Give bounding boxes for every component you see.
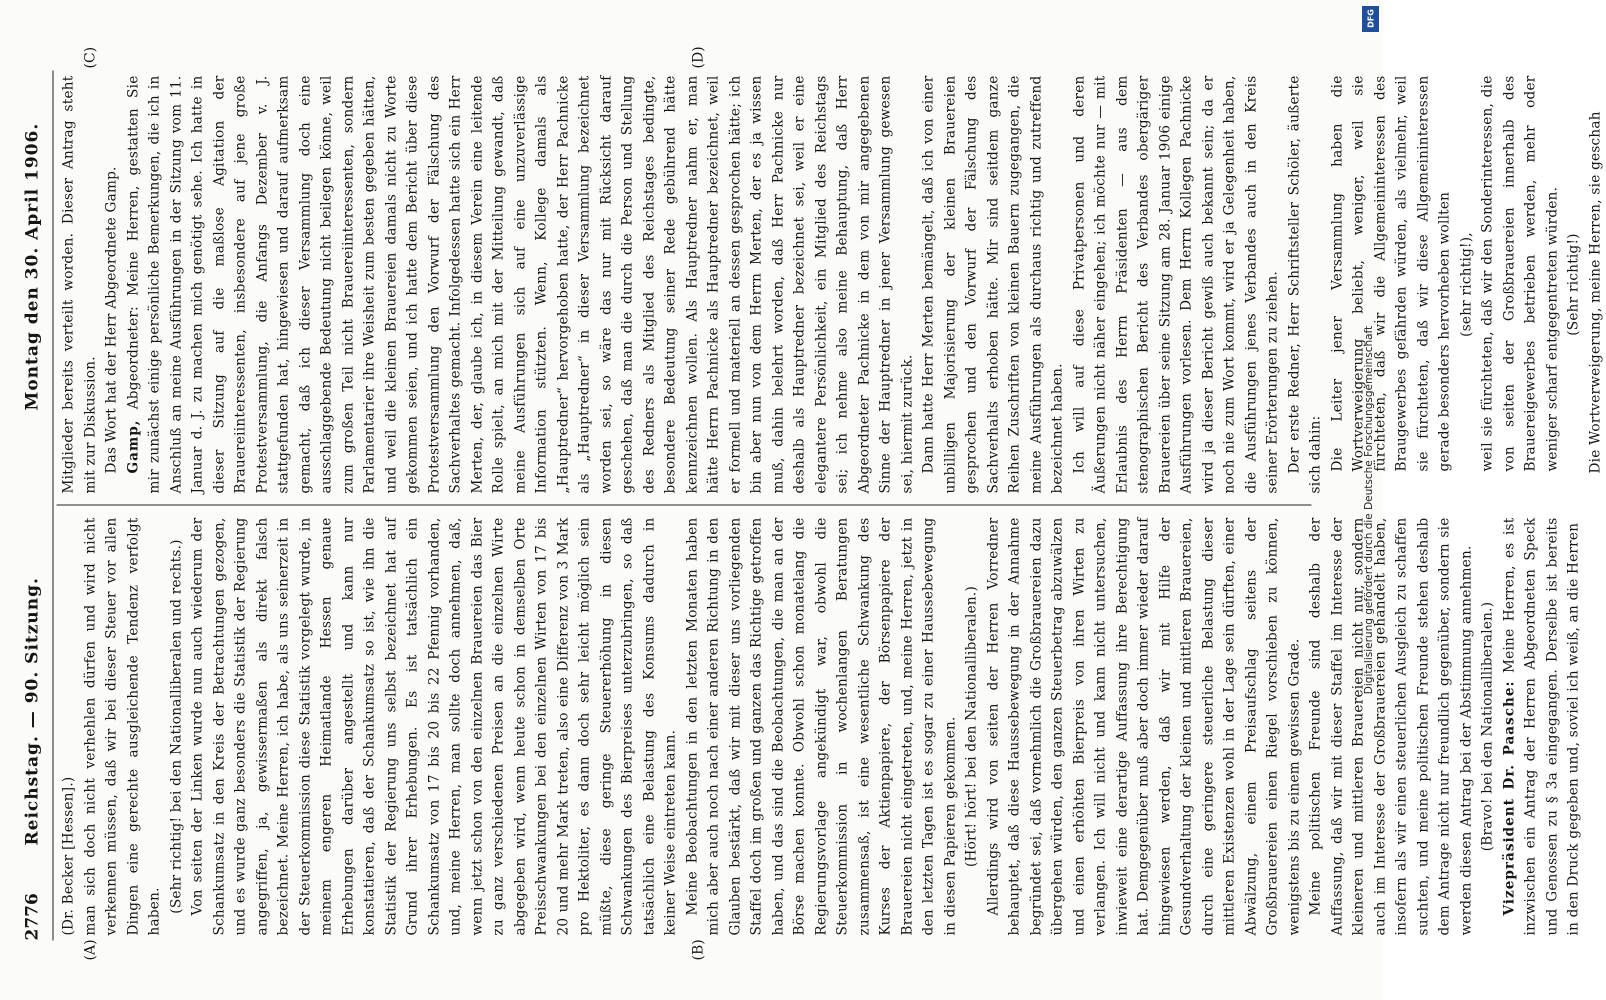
paragraph: Meine Beobachtungen in den letzten Monaten haben mich aber auch noch nach einer anderen Richtung in den Glauben bestärkt, daß wir mit dieser uns vorliegenden Staffel doch im großen und ganzen das Richtige getroffen haben, und das sind die Beobachtungen, die man an der Börse machen konnte. Obwohl schon monatelang die Regierungsvorlage angekündigt war, obwohl die Steuerkommission in wochenlangen Beratungen zusammensaß, ist eine wesentliche Schwankung des Kurses der Aktienpapiere, der Börsenpapiere der Brauereien nicht eingetreten, und, meine Herren, jetzt in den letzten Tagen ist es sogar zu einer Haussebewegung in diesen Papieren gekommen. [683,517,958,935]
speaker-name: Gamp, [124,418,141,473]
paragraph: Meine politischen Freunde sind deshalb der Auffassung, daß wir mit dieser Staffel im Interesse der kleineren und mittleren Brauereien nicht nur, sondern auch im Interesse der Großbrauereien gehandelt haben, insofern als wir einen steuerlichen Ausgleich zu schaffen suchten, und meine politischen Freunde stehen deshalb dem Antrage nicht nur freundlich gegenüber, sondern sie werden diesen Antrag bei der Abstimmung annehmen. [1307,517,1474,935]
paragraph: Dann hatte Herr Merten bemängelt, daß ich von einer unbilligen Majorisierung der kleinen Brauereien gesprochen und den Vorwurf der Fälschung des Sachverhalts erhoben hätte. Mir sind seitdem ganze Reihen Zuschriften von kleinen Bauern zugegangen, die meine Ausführungen als durchaus richtig und zutreffend bezeichnet haben. [920,75,1065,493]
margin-marker-d: (D) [690,45,706,68]
digitization-credit [1356,30,1382,990]
margin-marker-a: (A) [82,938,98,960]
paragraph: Die Wortverweigerung, meine Herren, sie geschah [1586,110,1603,473]
paragraph: Allerdings wird von seiten der Herren Vorredner behauptet, daß diese Haussebewegung in der Annahme begründet sei, daß vornehmlich die Großbrauereien dazu übergehen würden, den ganzen Steuerbetrag abzuwälzen und einen erhöhten Bierpreis von ihren Wirten zu verlangen. Ich will nicht und kann nicht untersuchen, inwieweit eine derartige Auffassung ihre Berechtigung hat. Demgegenüber muß aber doch immer wieder darauf hingewiesen werden, daß wir mit Hilfe der Gesundverhaltung der kleinen und mittleren Brauereien, durch eine geringere steuerliche Belastung dieser mittleren Existenzen wohl in der Lage sein dürften, einer Abwälzung, einem Preisaufschlag seitens der Großbrauereien einen Riegel vorschieben zu können, wenigstens bis zu einem gewissen Grade. [984,517,1302,935]
paragraph: Der erste Redner, Herr Schriftsteller Schöler, äußerte sich dahin: [1285,75,1323,493]
speaker-paragraph [1499,517,1585,935]
left-column [58,517,1581,935]
paragraph: man sich doch nicht verhehlen dürfen und wird nicht verkennen müssen, daß wir bei dieser Steuer vor allen Dingen eine gerechte ausgleichende Tendenz verfolgt haben. [81,517,162,935]
session-title: Reichstag. — 90. Sitzung. [22,576,42,845]
interjection: (Hört! hört! bei den Nationalliberalen.) [963,585,979,867]
speech-text: Meine Herren, es ist inzwischen ein Antrag der Herren Abgeordneten Speck und Genossen zu § 3a eingegangen. Derselbe ist bereits in den Druck gegeben und, soviel ich weiß, an die Herren [1500,517,1581,935]
paragraph: Das Wort hat der Herr Abgeordnete Gamp. [103,165,119,473]
column-divider [56,504,1311,505]
margin-marker-c: (C) [82,46,98,68]
interjection: (sehr richtig!), [1457,231,1474,337]
digitization-credit-text: Digitalisierung gefördert durch die Deutsche Forschungsgemeinschaft [1363,325,1375,695]
speaker-reference: (Dr. Becker [Hessen].) [60,776,76,935]
margin-marker-b: (B) [690,938,706,960]
quotation: weil sie fürchteten, daß wir den Sonderinteressen, die von seiten der Großbrauereien innerhalb des Brauereigewerbes betrieben werden, mehr oder weniger scharf entgegentreten würden. [1479,75,1560,471]
session-date: Montag den 30. April 1906. [22,122,42,410]
speaker-paragraph [123,75,919,493]
page-header [22,80,52,940]
right-column [58,75,1603,493]
dfg-logo: DFG [1362,6,1379,32]
speech-text: Abgeordneter: Meine Herren, gestatten Sie mir zunächst einige persönliche Bemerkungen, die ich in Anschluß an meine Ausführungen in der Sitzung vom 11. Januar d. J. zu machen mich genötigt sehe. Ich hatte in dieser Sitzung auf die maßlose Agitation der Brauereiinteressenten, insbesondere auf jene große Protestversammlung, die Anfangs Dezember v. J. stattgefunden hat, hingewiesen und darauf aufmerksam gemacht, daß ich dieser Versammlung doch eine ausschlaggebende Bedeutung nicht beilegen könne, weil zum großen Teil nicht Brauereiinteressenten, sondern Parlamentarier ihre Weisheit zum besten gegeben hätten, und weil die kleinen Brauereien damals nicht zu Worte gekommen seien, und ich hatte dem Bericht über diese Protestversammlung den Vorwurf der Fälschung des Sachverhaltes gemacht. Infolgedessen hatte sich ein Herr Merten, der, glaube ich, in diesem Verein eine leitende Rolle spielt, an mich mit der Mitteilung gewandt, daß meine Ausführungen sich auf eine unzuverlässige Information stützten. Wenn, Kollege damals als „Hauptredner“ hervorgehoben hatte, der Herr Pachnicke als „Hauptredner“ in dieser Versammlung bezeichnet worden sei, so wäre das nur mit Rücksicht darauf geschehen, daß man die durch die Person und Stellung des Redners als Mitglied des Reichstages bedingte, besondere Bedeutung seiner Rede gebührend hätte kennzeichnen wollen. Als Hauptredner nahm er, man hätte Herrn Pachnicke als Hauptredner bezeichnet, weil er formell und materiell an dessen gesprochen hätte; ich bin aber nun von dem Herrn Merten, der es ja wissen muß, dahin belehrt worden, daß Herr Pachnicke nur deshalb als Hauptredner bezeichnet sei, weil er eine elegantere Persönlichkeit, ein Mitglied des Reichstags sei; ich nehme also meine Behauptung, daß Herr Abgeordneter Pachnicke in dem von mir angegebenen Sinne der Hauptredner in jener Versammlung gewesen sei, hiermit zurück. [124,75,915,493]
speaker-name: Vizepräsident Dr. Paasche: [1500,679,1517,915]
interjection: (Sehr richtig! bei den Nationalliberalen und rechts.) [167,538,184,914]
quotation: Die Leiter jener Versammlung haben die Wortverweigerung beliebt, weniger, weil sie fürchteten, daß wir die Allgemeininteressen des Braugewerbes gefährden würden, als vielmehr, weil sie fürchteten, daß wir diese Allgemeininteressen gerade besonders hervorheben wollten [1328,75,1452,471]
page-number: 2776 [22,892,42,940]
paragraph: Mitglieder bereits verteilt worden. Dieser Antrag steht mit zur Diskussion. [60,75,98,493]
interjection: (Bravo! bei den Nationalliberalen.) [1479,601,1495,851]
header-rule [52,70,53,940]
interjection: (Sehr richtig!) [1565,232,1581,336]
paragraph: Von seiten der Linken wurde nun auch wiederum der Schankumsatz in den Kreis der Betrachtungen gezogen, und es wurde ganz besonders die Statistik der Regierung angegriffen, ja, gewissermaßen als direkt falsch bezeichnet. Meine Herren, ich habe, als uns seinerzeit in der Steuerkommission diese Statistik vorgelegt wurde, in meinem engeren Heimatlande Hessen genaue Erhebungen darüber angestellt und kann nur konstatieren, daß der Schankumsatz so ist, wie ihn die Statistik der Regierung uns selbst bezeichnet hat auf Grund ihrer Erhebungen. Es ist tatsächlich ein Schankumsatz von 17 bis 20 bis 22 Pfennig vorhanden, und, meine Herren, man sollte doch annehmen, daß, wenn jetzt schon von den einzelnen Brauereien das Bier zu ganz verschiedenen Preisen an die einzelnen Wirte abgegeben wird, wenn heute schon in demselben Orte Preisschwankungen bei den einzelnen Wirten von 17 bis 20 und mehr Mark treten, also eine Differenz von 3 Mark pro Hektoliter, es dann doch sehr leicht möglich sein müßte, diese geringe Steuererhöhung in diesen Schwankungen des Bierpreises unterzubringen, so daß tatsächlich eine Belastung des Konsums dadurch in keiner Weise eintreten kann. [189,517,678,935]
paragraph: Ich will auf diese Privatpersonen und deren Äußerungen nicht näher eingehen; ich möchte nur — mit Erlaubnis des Herrn Präsidenten — aus dem stenographischen Bericht des Verbandes obergäriger Brauereien über seine Sitzung am 28. Januar 1906 einige Ausführungen vorlesen. Dem Herrn Kollegen Pachnicke wird ja dieser Bericht gewiß auch bekannt sein; da er noch nie zum Wort kommt, wird er ja Gelegenheit haben, die Ausführungen jenes Verbandes auch in den Kreis seiner Erörterungen zu ziehen. [1070,75,1280,493]
